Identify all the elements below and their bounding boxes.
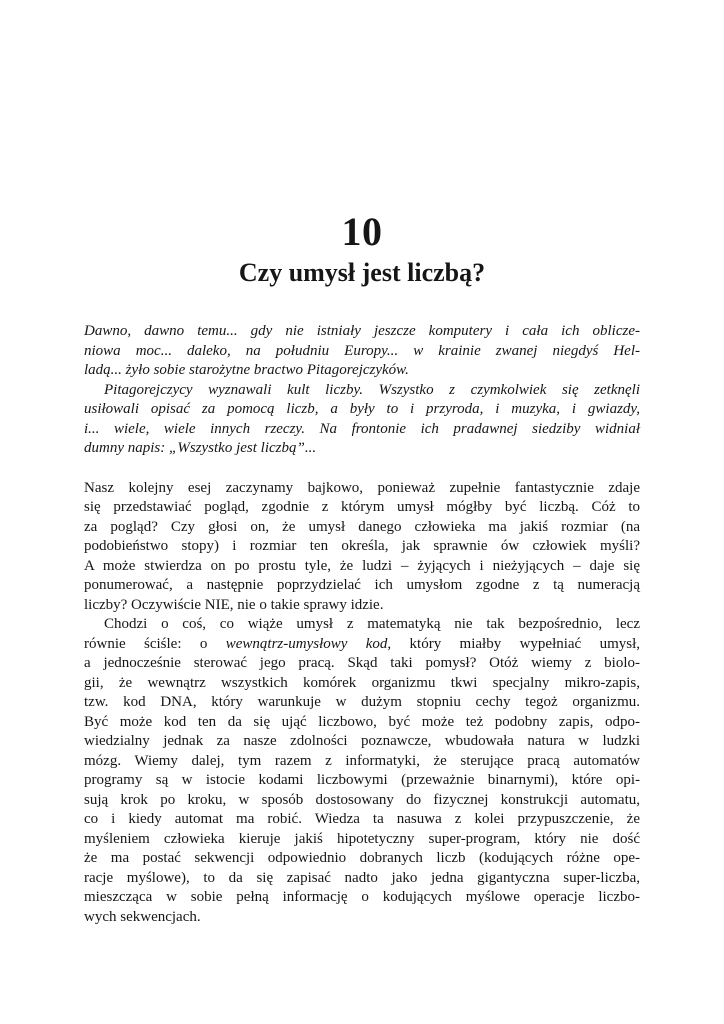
text-line: A może stwierdza on po prostu tyle, że ludzi – żyjących i nieżyjących – daje się	[84, 557, 640, 574]
text-line: podobieństwo stopy) i rozmiar ten określa, jak sprawnie ów człowiek myśli?	[84, 538, 640, 554]
text-line: dumny napis: „Wszystko jest liczbą”...	[84, 440, 317, 456]
text-line: ponumerować, a następnie poprzydzielać ich umysłom zgodne z tą numeracją	[84, 577, 640, 593]
text-line	[84, 635, 640, 655]
page-content	[84, 0, 640, 1024]
text-line: Pitagorejczycy wyznawali kult liczby. Wszystko z czymkolwiek się zetknęli	[104, 381, 640, 398]
text-line: gii, że wewnątrz wszystkich komórek organizmu tkwi specjalny mikro-zapis,	[84, 674, 640, 691]
paragraph	[84, 322, 640, 381]
text-line: Być może kod ten da się ująć liczbowo, być może też podobny zapis, odpo-	[84, 713, 640, 730]
text-line: a jednocześnie sterować jego pracą. Skąd taki pomysł? Otóż wiemy z biolo-	[84, 655, 640, 671]
text-line: Nasz kolejny esej zaczynamy bajkowo, ponieważ zupełnie fantastycznie zdaje	[84, 479, 640, 496]
text-body	[84, 322, 640, 927]
text-line: Dawno, dawno temu... gdy nie istniały jeszcze komputery i cała ich oblicze-	[84, 323, 640, 339]
text-line: za pogląd? Czy głosi on, że umysł danego człowieka ma jakiś rozmiar (na	[84, 518, 640, 535]
text-line: usiłowali opisać za pomocą liczb, a były to i przyroda, i muzyka, i gwiazdy,	[84, 401, 640, 417]
text-line: liczby? Oczywiście NIE, nie o takie sprawy idzie.	[84, 596, 384, 613]
text-segment: , który miałby wypełniać umysł,	[387, 635, 640, 652]
text-line: co i kiedy automat ma robić. Wiedza ta nasuwa z kolei przypuszczenie, że	[84, 811, 640, 827]
paragraph	[84, 615, 640, 927]
chapter-title: Czy umysł jest liczbą?	[238, 258, 486, 287]
text-line: programy są w istocie kodami liczbowymi (przeważnie binarnymi), które opi-	[84, 772, 640, 788]
text-line: i... wiele, wiele innych rzeczy. Na frontonie ich pradawnej siedziby widniał	[84, 420, 640, 437]
text-line: ladą... żyło sobie starożytne bractwo Pitagorejczyków.	[84, 362, 409, 378]
text-line: wiedzialny jednak za nasze zdolności poznawcze, wbudowała natura w ludzki	[84, 733, 640, 749]
text-line: mózg. Wiemy dalej, tym razem z informatyki, że sterujące pracą automatów	[84, 752, 640, 769]
paragraph	[84, 479, 640, 616]
text-line: Chodzi o coś, co wiąże umysł z matematyką nie tak bezpośrednio, lecz	[104, 616, 640, 632]
chapter-number: 10	[341, 209, 383, 254]
text-line: myśleniem człowieka kieruje jakiś hipotetyczny super-program, który nie dość	[84, 830, 640, 847]
text-line: że ma postać sekwencji odpowiednio dobranych liczb (kodujących różne ope-	[84, 850, 640, 866]
paragraph	[84, 381, 640, 459]
text-segment: równie ściśle: o	[84, 635, 226, 652]
text-line: tzw. kod DNA, który warunkuje w dużym stopniu cechy tegoż organizmu.	[84, 694, 640, 710]
text-line: racje myślowe), to da się zapisać nadto jako jedna gigantyczna super-liczba,	[84, 869, 640, 886]
text-line: się przedstawiać pogląd, zgodnie z którym umysł mógłby być liczbą. Cóż to	[84, 499, 640, 515]
text-line: niowa moc... daleko, na południu Europy... w krainie zwanej niegdyś Hel-	[84, 342, 640, 359]
text-line: wych sekwencjach.	[84, 908, 201, 925]
text-line: sują krok po kroku, w sposób dostosowany do fizycznej konstrukcji automatu,	[84, 791, 640, 808]
text-line: mieszcząca w sobie pełną informację o kodujących myślowe operacje liczbo-	[84, 889, 640, 905]
emphasized-term: wewnątrz-umysłowy kod	[225, 635, 388, 652]
